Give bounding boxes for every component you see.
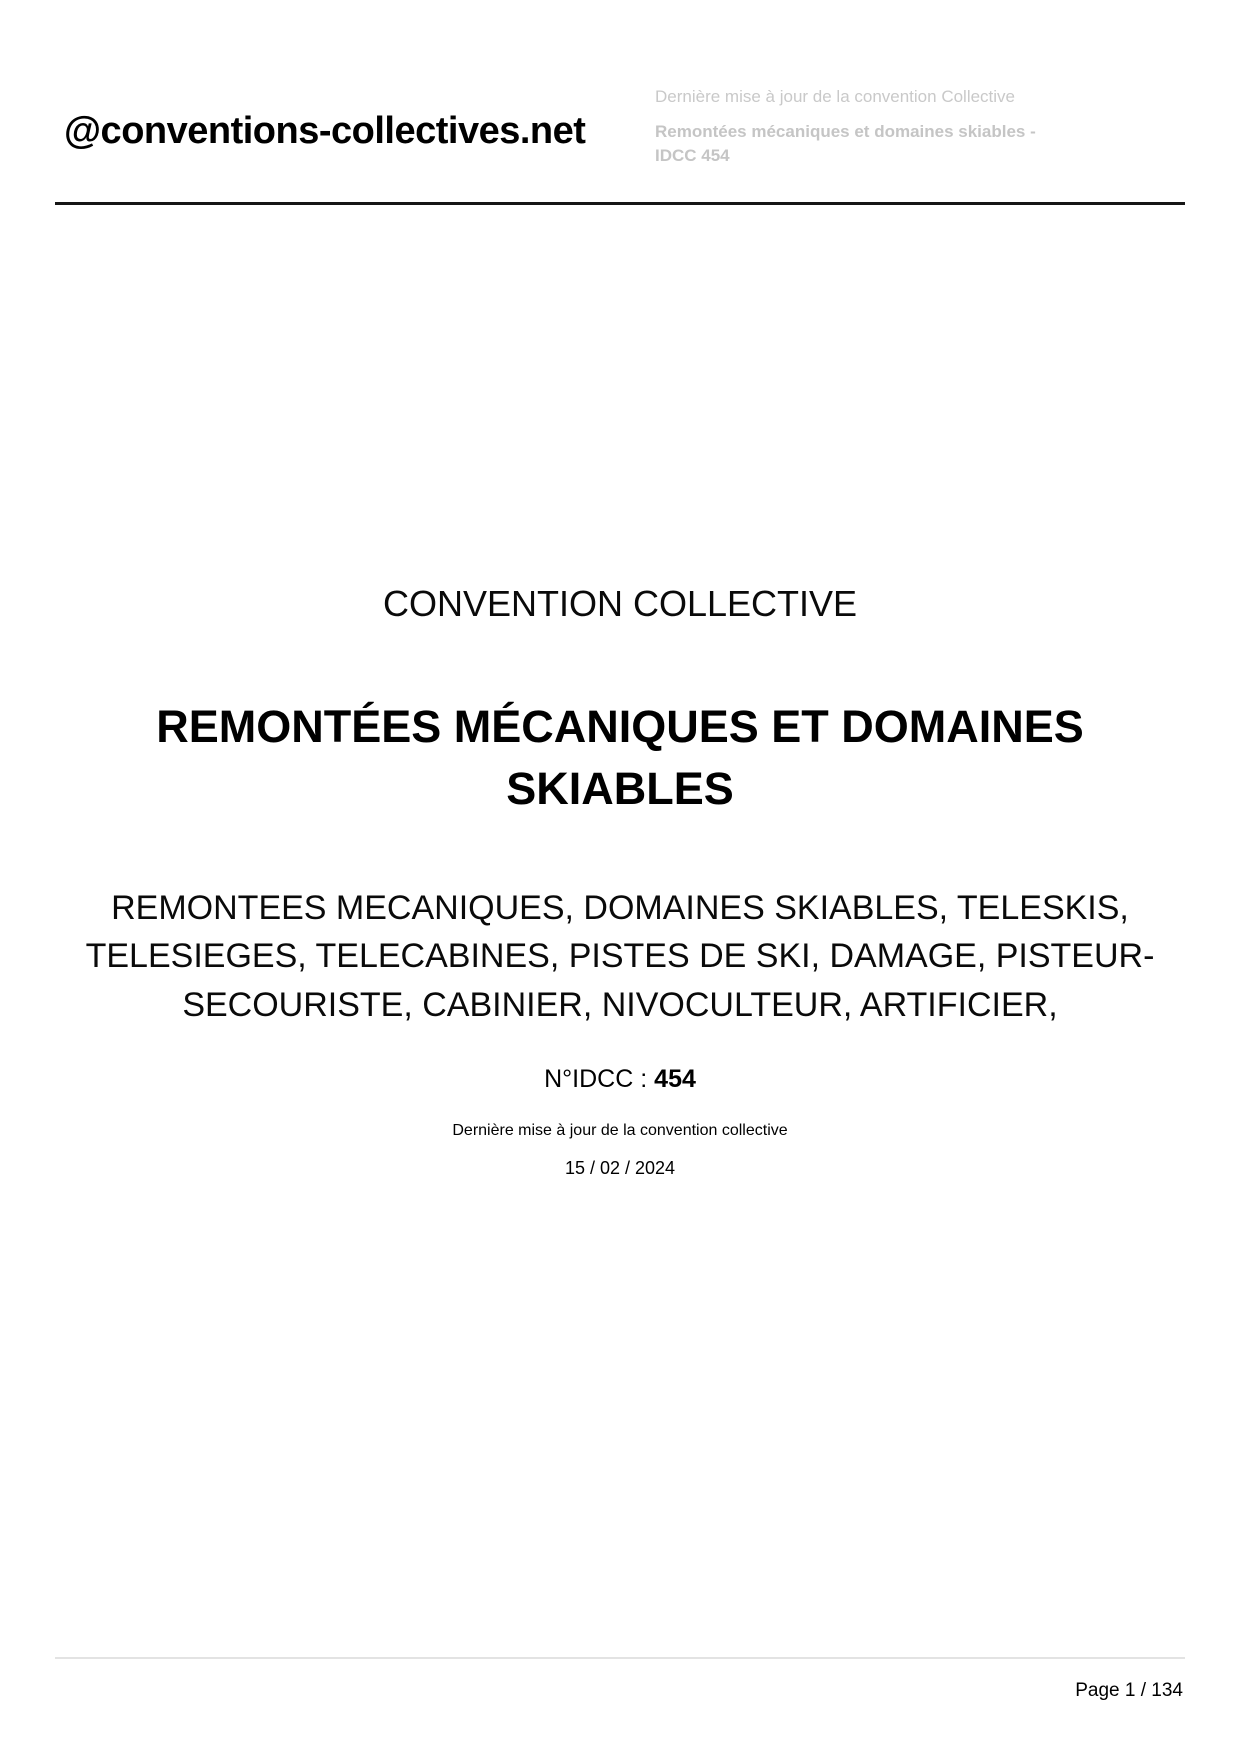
site-logo: @conventions-collectives.net xyxy=(64,110,586,152)
cover-subtitle-line3: SECOURISTE, CABINIER, NIVOCULTEUR, ARTIFICIER, xyxy=(182,985,1058,1024)
cover-title-line2: SKIABLES xyxy=(506,763,734,815)
cover-title xyxy=(0,696,1240,820)
footer-divider xyxy=(55,1657,1185,1659)
header-document-ref-line2: IDCC 454 xyxy=(655,146,730,166)
idcc-label: N°IDCC : xyxy=(544,1065,648,1093)
header-document-ref-line1: Remontées mécaniques et domaines skiables - xyxy=(655,122,1036,142)
header-document-ref xyxy=(655,120,1075,168)
last-update-date: 15 / 02 / 2024 xyxy=(564,1158,676,1178)
cover-subtitle xyxy=(0,884,1240,1029)
cover-title-line1: REMONTÉES MÉCANIQUES ET DOMAINES xyxy=(156,701,1084,752)
idcc-line xyxy=(0,1065,1240,1094)
cover-subtitle-line1: REMONTEES MECANIQUES, DOMAINES SKIABLES, TELESKIS, xyxy=(111,889,1129,927)
last-update-label: Dernière mise à jour de la convention collective xyxy=(452,1122,788,1139)
cover-subtitle-line2: TELESIEGES, TELECABINES, PISTES DE SKI, DAMAGE, PISTEUR- xyxy=(85,937,1155,976)
header-meta xyxy=(655,86,1075,168)
page-indicator: Page 1 / 134 xyxy=(1075,1680,1183,1701)
header-update-notice: Dernière mise à jour de la convention Collective xyxy=(655,87,1016,106)
cover-kicker: CONVENTION COLLECTIVE xyxy=(382,583,858,624)
header-divider xyxy=(55,202,1185,205)
idcc-value: 454 xyxy=(654,1065,696,1093)
